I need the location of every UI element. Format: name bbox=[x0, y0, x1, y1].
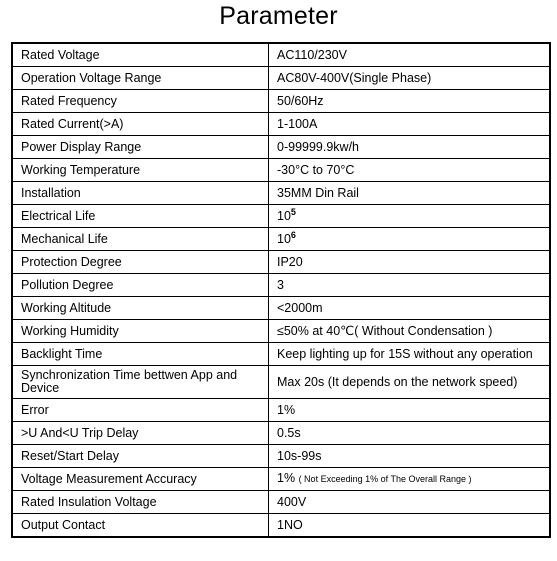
page-title: Parameter bbox=[219, 2, 338, 30]
row-value: <2000m bbox=[269, 297, 551, 320]
value-base: 10 bbox=[277, 231, 291, 246]
table-row bbox=[12, 136, 550, 159]
row-label: Working Altitude bbox=[12, 297, 269, 320]
table-row bbox=[12, 274, 550, 297]
table-row bbox=[12, 445, 550, 468]
row-value: 1NO bbox=[269, 514, 551, 538]
row-value: 3 bbox=[269, 274, 551, 297]
row-value bbox=[269, 468, 551, 491]
value-exponent: 5 bbox=[290, 206, 296, 217]
row-value: AC80V-400V(Single Phase) bbox=[269, 67, 551, 90]
row-value bbox=[269, 205, 551, 228]
table-row bbox=[12, 468, 550, 491]
row-value: 35MM Din Rail bbox=[269, 182, 551, 205]
table-row bbox=[12, 422, 550, 445]
table-row bbox=[12, 251, 550, 274]
value-exponent: 6 bbox=[290, 229, 296, 240]
row-label: Rated Frequency bbox=[12, 90, 269, 113]
row-label: Voltage Measurement Accuracy bbox=[12, 468, 269, 491]
row-value: AC110/230V bbox=[269, 43, 551, 67]
row-label: Reset/Start Delay bbox=[12, 445, 269, 468]
row-value: -30°C to 70°C bbox=[269, 159, 551, 182]
row-value: 400V bbox=[269, 491, 551, 514]
table-row bbox=[12, 90, 550, 113]
table-row bbox=[12, 399, 550, 422]
table-row bbox=[12, 159, 550, 182]
row-label: Electrical Life bbox=[12, 205, 269, 228]
table-row bbox=[12, 113, 550, 136]
row-label: Installation bbox=[12, 182, 269, 205]
row-label: >U And<U Trip Delay bbox=[12, 422, 269, 445]
row-label: Protection Degree bbox=[12, 251, 269, 274]
row-value: 10s-99s bbox=[269, 445, 551, 468]
table-row bbox=[12, 205, 550, 228]
row-label: Rated Current(>A) bbox=[12, 113, 269, 136]
row-value: 0.5s bbox=[269, 422, 551, 445]
table-row bbox=[12, 366, 550, 399]
table-row bbox=[12, 320, 550, 343]
row-value: 1-100A bbox=[269, 113, 551, 136]
row-label: Synchronization Time bettwen App and Device bbox=[12, 366, 269, 399]
row-label: Rated Voltage bbox=[12, 43, 269, 67]
row-value: 50/60Hz bbox=[269, 90, 551, 113]
row-value: Keep lighting up for 15S without any operation bbox=[269, 343, 551, 366]
table-row bbox=[12, 182, 550, 205]
table-row bbox=[12, 43, 550, 67]
table-row bbox=[12, 297, 550, 320]
value-main: 1% bbox=[277, 471, 296, 485]
row-label: Backlight Time bbox=[12, 343, 269, 366]
value-base: 10 bbox=[277, 208, 291, 223]
table-row bbox=[12, 228, 550, 251]
row-label: Rated Insulation Voltage bbox=[12, 491, 269, 514]
row-label: Working Humidity bbox=[12, 320, 269, 343]
row-label: Error bbox=[12, 399, 269, 422]
row-label: Pollution Degree bbox=[12, 274, 269, 297]
value-note: ( Not Exceeding 1% of The Overall Range ) bbox=[298, 474, 472, 484]
row-value: 0-99999.9kw/h bbox=[269, 136, 551, 159]
parameter-table bbox=[11, 42, 551, 538]
row-label: Operation Voltage Range bbox=[12, 67, 269, 90]
row-label: Output Contact bbox=[12, 514, 269, 538]
row-value: Max 20s (It depends on the network speed) bbox=[269, 366, 551, 399]
row-label: Mechanical Life bbox=[12, 228, 269, 251]
row-value: IP20 bbox=[269, 251, 551, 274]
table-row bbox=[12, 514, 550, 538]
row-value: 1% bbox=[269, 399, 551, 422]
table-row bbox=[12, 491, 550, 514]
table-row bbox=[12, 343, 550, 366]
table-row bbox=[12, 67, 550, 90]
row-value bbox=[269, 228, 551, 251]
row-label: Power Display Range bbox=[12, 136, 269, 159]
row-label: Working Temperature bbox=[12, 159, 269, 182]
row-value: ≤50% at 40℃( Without Condensation ) bbox=[269, 320, 551, 343]
